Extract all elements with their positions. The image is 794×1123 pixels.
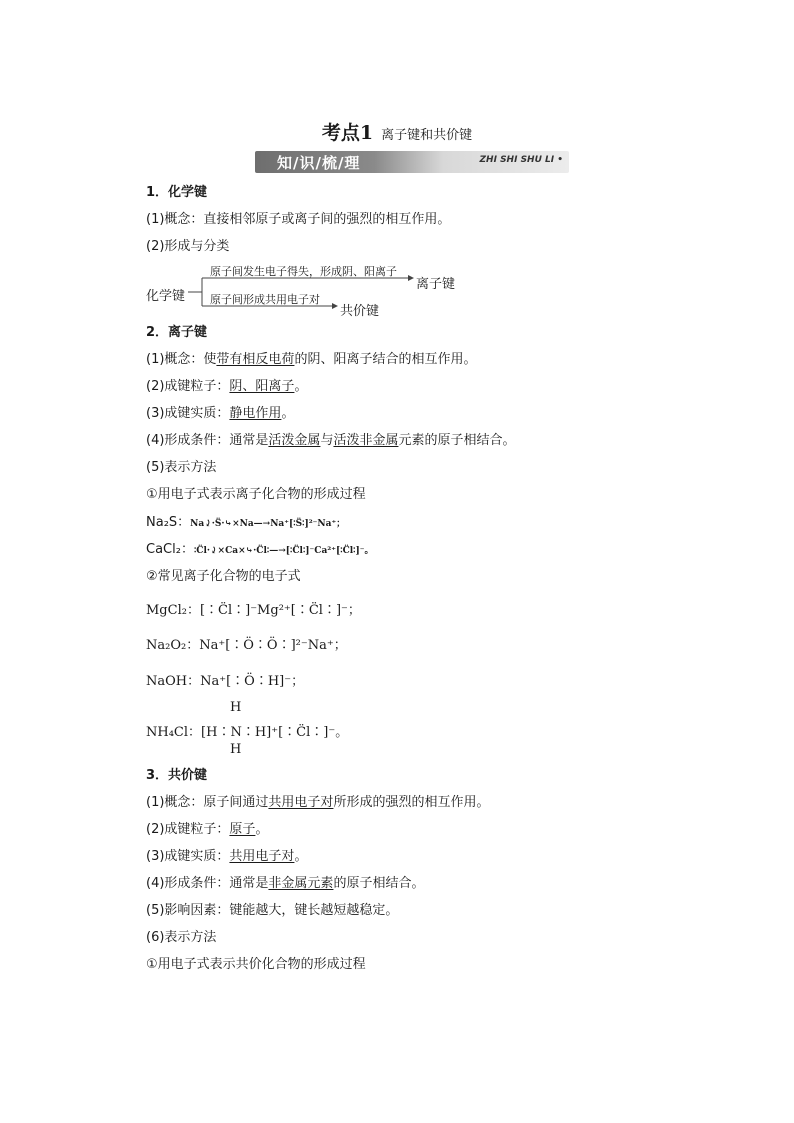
s2-concept-post: 的阴、阳离子结合的相互作用。 [294, 352, 477, 367]
s2-cond-key1: 活泼金属 [268, 433, 321, 448]
s2-particles-post: 。 [294, 379, 308, 394]
s1-heading: 1．化学键 [146, 185, 208, 200]
s3-cond-post: 的原子相结合。 [333, 876, 425, 891]
tree-upper-label: 原子间发生电子得失，形成阴、阳离子 [210, 265, 397, 278]
s2-cond-mid: 与 [320, 433, 334, 448]
s1-concept: (1)概念：直接相邻原子或离子间的强烈的相互作用。 [146, 212, 451, 227]
s2-heading: 2．离子键 [146, 325, 208, 340]
s3-concept-key: 共用电子对 [268, 795, 334, 810]
nh4cl-main-line [146, 721, 348, 740]
nh4cl-structure: [H∶N∶H]⁺[∶C̈l∶]⁻。 [201, 725, 349, 740]
na2s-formation [146, 514, 345, 533]
s3-particles-key: 原子 [229, 822, 256, 837]
s2-essence [146, 405, 294, 423]
s3-essence-post: 。 [294, 849, 308, 864]
banner-left-text: 知/识/梳/理 [277, 154, 361, 172]
s2-essence-key: 静电作用 [229, 406, 282, 421]
banner-right-text: ZHI SHI SHU LI • [479, 155, 563, 165]
s3-essence-key: 共用电子对 [229, 849, 295, 864]
tree-lower-label: 原子间形成共用电子对 [210, 293, 320, 306]
s3-particles-post: 。 [255, 822, 269, 837]
s3-condition [146, 875, 424, 893]
cacl2-formation [146, 541, 374, 560]
kaodian-label: 考点1 [321, 122, 374, 144]
s3-concept [146, 794, 489, 812]
s2-method: (5)表示方法 [146, 460, 217, 475]
s3-heading: 3．共价键 [146, 768, 208, 783]
s3-method: (6)表示方法 [146, 930, 217, 945]
page-title [0, 118, 794, 145]
s3-concept-post: 所形成的强烈的相互作用。 [333, 795, 490, 810]
s3-particles [146, 821, 268, 839]
s2-cond-key2: 活泼非金属 [333, 433, 399, 448]
nh4cl-h-top: H [230, 700, 242, 715]
s3-factor: (5)影响因素：键能越大，键长越短越稳定。 [146, 903, 399, 918]
s3-cond-key: 非金属元素 [268, 876, 334, 891]
s2-particles-key: 阴、阳离子 [229, 379, 295, 394]
naoh-electron-formula: NaOH：Na⁺[∶Ö∶H]⁻； [146, 674, 305, 689]
s2-condition [146, 432, 515, 450]
s2-cond-post: 元素的原子相结合。 [398, 433, 516, 448]
s2-particles [146, 378, 307, 396]
tree-lower-result: 共价键 [340, 304, 380, 319]
cacl2-label: CaCl₂： [146, 542, 194, 557]
s2-concept [146, 351, 476, 369]
na2o2-electron-formula: Na₂O₂：Na⁺[∶Ö∶Ö∶]²⁻Na⁺； [146, 638, 347, 653]
na2s-label: Na₂S： [146, 515, 191, 530]
section-banner [255, 151, 569, 173]
s2-concept-pre: (1)概念：使 [146, 352, 217, 367]
tree-root: 化学键 [146, 289, 186, 304]
s2-method-1: ①用电子式表示离子化合物的形成过程 [146, 487, 366, 502]
nh4cl-h-bottom: H [230, 742, 242, 757]
cacl2-formula: ∶C̈l·⤸×Ca×⤷·C̈l∶—→[∶C̈l∶]⁻Ca²⁺[∶C̈l∶]⁻。 [193, 546, 374, 556]
s3-essence [146, 848, 307, 866]
s2-method-2: ②常见离子化合物的电子式 [146, 569, 301, 584]
s3-cond-pre: (4)形成条件：通常是 [146, 876, 269, 891]
mgcl2-electron-formula: MgCl₂：[∶C̈l∶]⁻Mg²⁺[∶C̈l∶]⁻； [146, 603, 361, 618]
s3-particles-pre: (2)成键粒子： [146, 822, 230, 837]
s1-classify: (2)形成与分类 [146, 239, 230, 254]
s3-method-1: ①用电子式表示共价化合物的形成过程 [146, 957, 366, 972]
na2s-formula: Na⤸·S̈·⤷×Na—→Na⁺[∶S̈∶]²⁻Na⁺； [190, 519, 346, 529]
s2-essence-pre: (3)成键实质： [146, 406, 230, 421]
s2-essence-post: 。 [281, 406, 295, 421]
s2-concept-key: 带有相反电荷 [216, 352, 295, 367]
s3-essence-pre: (3)成键实质： [146, 849, 230, 864]
tree-upper-result: 离子键 [416, 277, 456, 292]
s2-cond-pre: (4)形成条件：通常是 [146, 433, 269, 448]
nh4cl-label: NH₄Cl： [146, 725, 202, 740]
s3-concept-pre: (1)概念：原子间通过 [146, 795, 269, 810]
topic-label: 离子键和共价键 [381, 128, 473, 143]
s2-particles-pre: (2)成键粒子： [146, 379, 230, 394]
